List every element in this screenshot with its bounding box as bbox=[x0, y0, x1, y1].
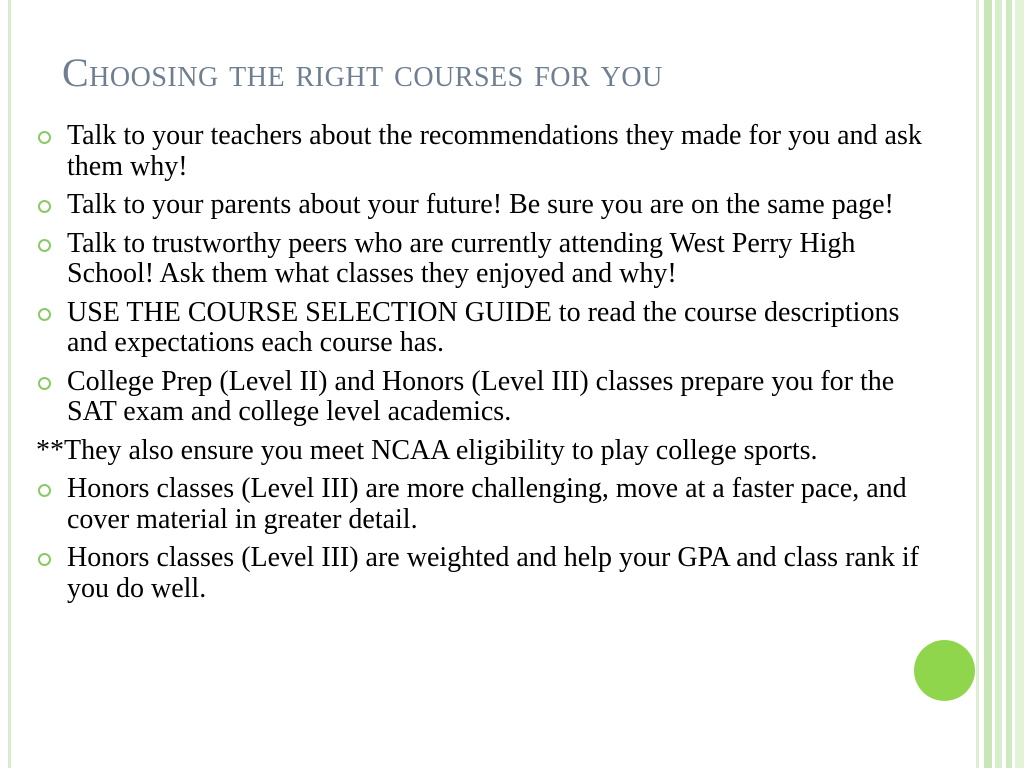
list-item bbox=[36, 543, 926, 604]
right-stripe bbox=[984, 0, 992, 768]
ncaa-note: **They also ensure you meet NCAA eligibility to play college sports. bbox=[36, 434, 818, 466]
list-item-text: Talk to trustworthy peers who are currently attending West Perry High School! Ask them what classes they enjoyed and why! bbox=[67, 227, 856, 289]
list-item bbox=[36, 190, 926, 221]
list-item-text: College Prep (Level II) and Honors (Level III) classes prepare you for the SAT exam and college level academics. bbox=[67, 365, 895, 427]
right-stripe bbox=[1006, 0, 1012, 768]
circle-bullet-icon bbox=[38, 308, 51, 321]
list-item bbox=[36, 121, 926, 182]
circle-bullet-icon bbox=[38, 239, 51, 252]
list-item-text: Honors classes (Level III) are more challenging, move at a faster pace, and cover material in greater detail. bbox=[67, 473, 907, 535]
left-border-line bbox=[8, 0, 11, 768]
list-item bbox=[36, 474, 926, 535]
right-stripe bbox=[976, 0, 979, 768]
list-item bbox=[36, 298, 926, 359]
list-item-text: Honors classes (Level III) are weighted and help your GPA and class rank if you do well. bbox=[67, 542, 919, 604]
right-stripe bbox=[995, 0, 1002, 768]
green-circle-decoration bbox=[914, 640, 975, 701]
circle-bullet-icon bbox=[38, 200, 51, 213]
slide-title: Choosing the right courses for you bbox=[62, 50, 663, 95]
bullet-list bbox=[36, 121, 926, 612]
list-item-text: Talk to your parents about your future! Be sure you are on the same page! bbox=[67, 189, 894, 220]
circle-bullet-icon bbox=[38, 484, 51, 497]
list-item-text: USE THE COURSE SELECTION GUIDE to read the course descriptions and expectations each course has. bbox=[67, 296, 900, 358]
right-stripe bbox=[1015, 0, 1024, 768]
list-item bbox=[36, 229, 926, 290]
circle-bullet-icon bbox=[38, 377, 51, 390]
list-item-text: Talk to your teachers about the recommendations they made for you and ask them why! bbox=[67, 120, 922, 182]
list-item bbox=[36, 367, 926, 428]
circle-bullet-icon bbox=[38, 131, 51, 144]
circle-bullet-icon bbox=[38, 553, 51, 566]
